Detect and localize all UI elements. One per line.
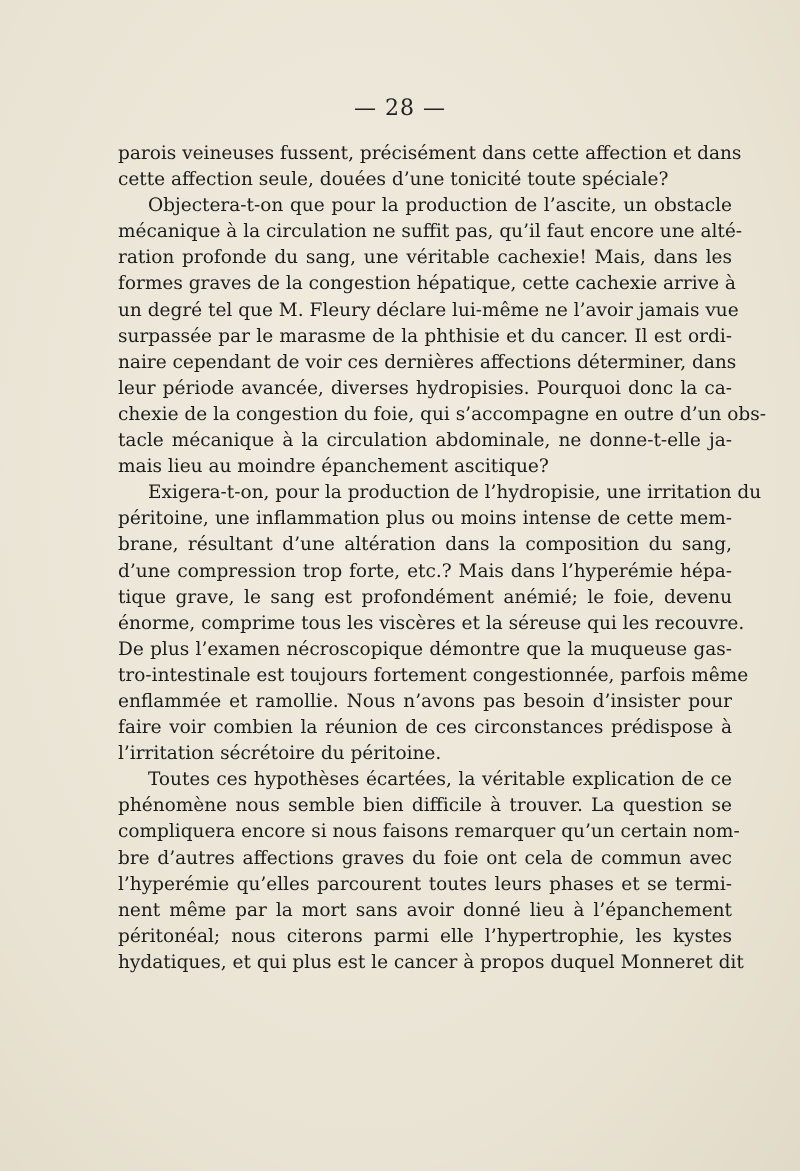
- text-line: compliquera encore si nous faisons remarquer qu’un certain nom-: [118, 821, 740, 843]
- text-line: parois veineuses fussent, précisément dans cette affection et dans: [118, 143, 742, 164]
- text-line: phénomène nous semble bien difficile à trouver. La question se: [118, 795, 732, 817]
- text-line: enflammée et ramollie. Nous n’avons pas besoin d’insister pour: [118, 690, 732, 712]
- text-line: l’hyperémie qu’elles parcourent toutes leurs phases et se termi-: [118, 873, 732, 895]
- page-number: — 28 —: [354, 96, 446, 121]
- text-line: De plus l’examen nécroscopique démontre que la muqueuse gas-: [118, 638, 732, 660]
- text-line: Toutes ces hypothèses écartées, la véritable explication de ce: [148, 769, 732, 791]
- text-line: mais lieu au moindre épanchement ascitique?: [118, 456, 549, 478]
- text-line: un degré tel que M. Fleury déclare lui-même ne l’avoir jamais vue: [118, 299, 739, 321]
- text-line: d’une compression trop forte, etc.? Mais dans l’hyperémie hépa-: [118, 560, 732, 582]
- text-line: bre d’autres affections graves du foie ont cela de commun avec: [118, 847, 732, 869]
- text-line: chexie de la congestion du foie, qui s’accompagne en outre d’un obs-: [118, 403, 767, 425]
- text-line: formes graves de la congestion hépatique, cette cachexie arrive à: [118, 273, 736, 295]
- text-line: nent même par la mort sans avoir donné lieu à l’épanchement: [118, 899, 732, 921]
- text-line: tacle mécanique à la circulation abdominale, ne donne-t-elle ja-: [118, 430, 732, 452]
- text-line: péritoine, une inflammation plus ou moins intense de cette mem-: [118, 508, 732, 530]
- text-line: ration profonde du sang, une véritable cachexie! Mais, dans les: [118, 247, 732, 269]
- text-line: faire voir combien la réunion de ces circonstances prédispose à: [118, 717, 732, 739]
- text-line: l’irritation sécrétoire du péritoine.: [118, 743, 442, 765]
- body-text: [118, 141, 767, 976]
- text-line: péritonéal; nous citerons parmi elle l’hypertrophie, les kystes: [118, 925, 732, 947]
- text-line: naire cependant de voir ces dernières affections déterminer, dans: [118, 351, 737, 373]
- text-line: mécanique à la circulation ne suffit pas, qu’il faut encore une alté-: [118, 221, 743, 243]
- text-line: Objectera-t-on que pour la production de l’ascite, un obstacle: [148, 195, 732, 217]
- text-line: brane, résultant d’une altération dans la composition du sang,: [118, 534, 732, 556]
- text-line: cette affection seule, douées d’une tonicité toute spéciale?: [118, 169, 669, 191]
- text-line: Exigera-t-on, pour la production de l’hydropisie, une irritation du: [148, 482, 762, 504]
- text-line: hydatiques, et qui plus est le cancer à propos duquel Monneret dit: [118, 951, 744, 973]
- text-line: tique grave, le sang est profondément anémié; le foie, devenu: [118, 586, 732, 608]
- text-line: leur période avancée, diverses hydropisies. Pourquoi donc la ca-: [118, 377, 732, 399]
- text-line: énorme, comprime tous les viscères et la séreuse qui les recouvre.: [118, 612, 745, 634]
- text-line: surpassée par le marasme de la phthisie et du cancer. Il est ordi-: [118, 325, 732, 347]
- text-line: tro-intestinale est toujours fortement congestionnée, parfois même: [118, 664, 749, 686]
